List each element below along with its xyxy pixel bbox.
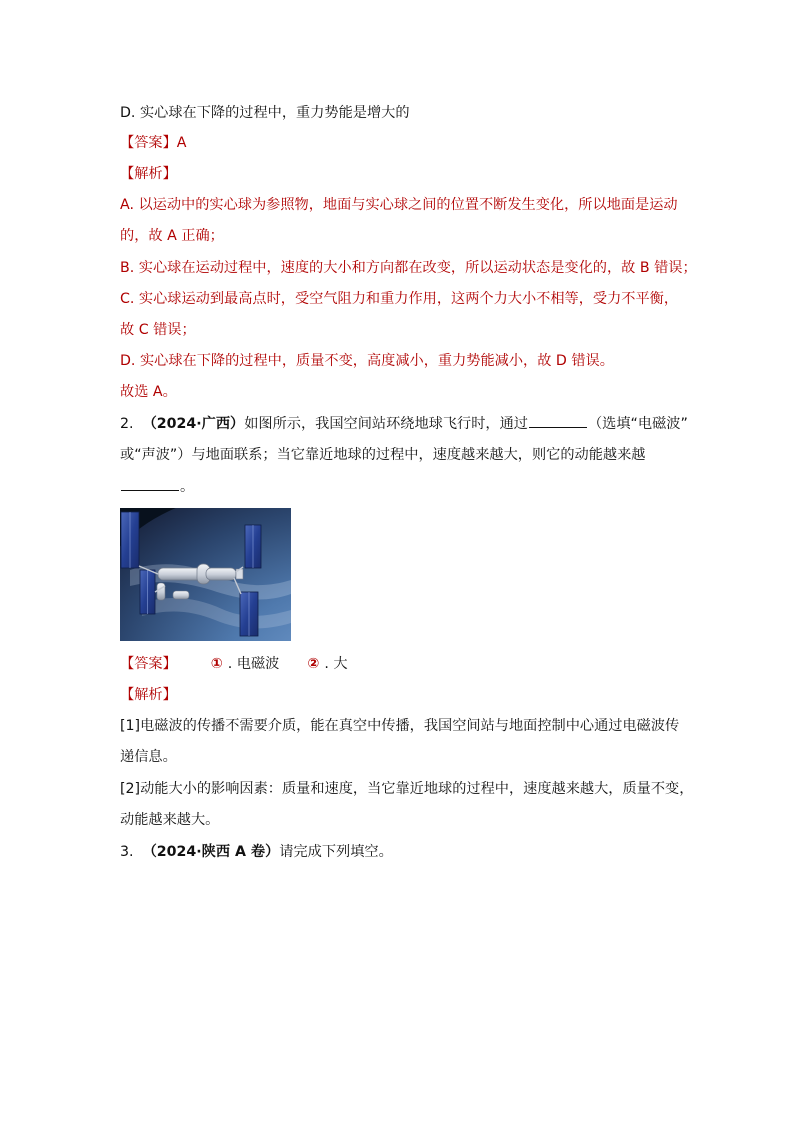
q2-analysis-1-line1: [1]电磁波的传播不需要介质，能在真空中传播，我国空间站与地面控制中心通过电磁波传 bbox=[120, 718, 680, 734]
q2-line3 bbox=[120, 477, 194, 497]
q2-analysis-label: 【解析】 bbox=[120, 687, 177, 703]
q2-blank-2[interactable] bbox=[121, 478, 179, 491]
q1-analysis-c-line2: 故 C 错误； bbox=[120, 322, 196, 338]
q2-number: 2. bbox=[120, 416, 134, 432]
q2-answer-row bbox=[120, 654, 348, 674]
q3-line bbox=[120, 842, 393, 862]
q1-analysis-b-line1: B. 实心球在运动过程中，速度的大小和方向都在改变，所以运动状态是变化的，故 B 错误； bbox=[120, 260, 697, 276]
q2-analysis-2-line2: 动能越来越大。 bbox=[120, 812, 220, 828]
q2-analysis-1-line2: 递信息。 bbox=[120, 749, 177, 765]
q1-analysis-a-line2: 的，故 A 正确； bbox=[120, 228, 224, 244]
q2-source: （2024·广西） bbox=[142, 416, 245, 432]
q2-text-part2: （选填“电磁波” bbox=[587, 416, 688, 432]
q2-analysis-2-line1: [2]动能大小的影响因素：质量和速度，当它靠近地球的过程中，速度越来越大，质量不变， bbox=[120, 781, 694, 797]
q2-text-part1: 如图所示，我国空间站环绕地球飞行时，通过 bbox=[244, 416, 528, 432]
q2-line1 bbox=[120, 414, 688, 434]
q1-option-d: D. 实心球在下降的过程中，重力势能是增大的 bbox=[120, 105, 410, 121]
q3-text: 请完成下列填空。 bbox=[279, 844, 393, 860]
q1-answer-row bbox=[120, 133, 186, 153]
q2-answer-number-2: ② bbox=[307, 656, 320, 672]
q2-answer-label: 【答案】 bbox=[120, 656, 177, 672]
q2-answer-value-2: . 大 bbox=[324, 656, 348, 672]
q1-answer-value: A bbox=[176, 135, 187, 151]
q2-answer-value-1: . 电磁波 bbox=[227, 656, 280, 672]
space-station-illustration bbox=[120, 508, 291, 641]
q2-line2: 或“声波”）与地面联系；当它靠近地球的过程中，速度越来越大，则它的动能越来越 bbox=[120, 447, 646, 463]
q2-line3-end: 。 bbox=[180, 479, 195, 495]
q1-answer-label: 【答案】 bbox=[120, 135, 177, 151]
q1-analysis-c-line1: C. 实心球运动到最高点时，受空气阻力和重力作用，这两个力大小不相等，受力不平衡， bbox=[120, 291, 679, 307]
q2-blank-1[interactable] bbox=[529, 415, 587, 428]
q1-analysis-label: 【解析】 bbox=[120, 166, 177, 182]
q1-conclusion: 故选 A。 bbox=[120, 384, 177, 400]
q1-analysis-a-line1: A. 以运动中的实心球为参照物，地面与实心球之间的位置不断发生变化，所以地面是运动 bbox=[120, 197, 678, 213]
q1-analysis-d-line1: D. 实心球在下降的过程中，质量不变，高度减小，重力势能减小，故 D 错误。 bbox=[120, 353, 614, 369]
space-station-image bbox=[120, 508, 291, 641]
q3-number: 3. bbox=[120, 844, 134, 860]
q3-source: （2024·陕西 A 卷） bbox=[142, 844, 280, 860]
q2-answer-number-1: ① bbox=[210, 656, 223, 672]
